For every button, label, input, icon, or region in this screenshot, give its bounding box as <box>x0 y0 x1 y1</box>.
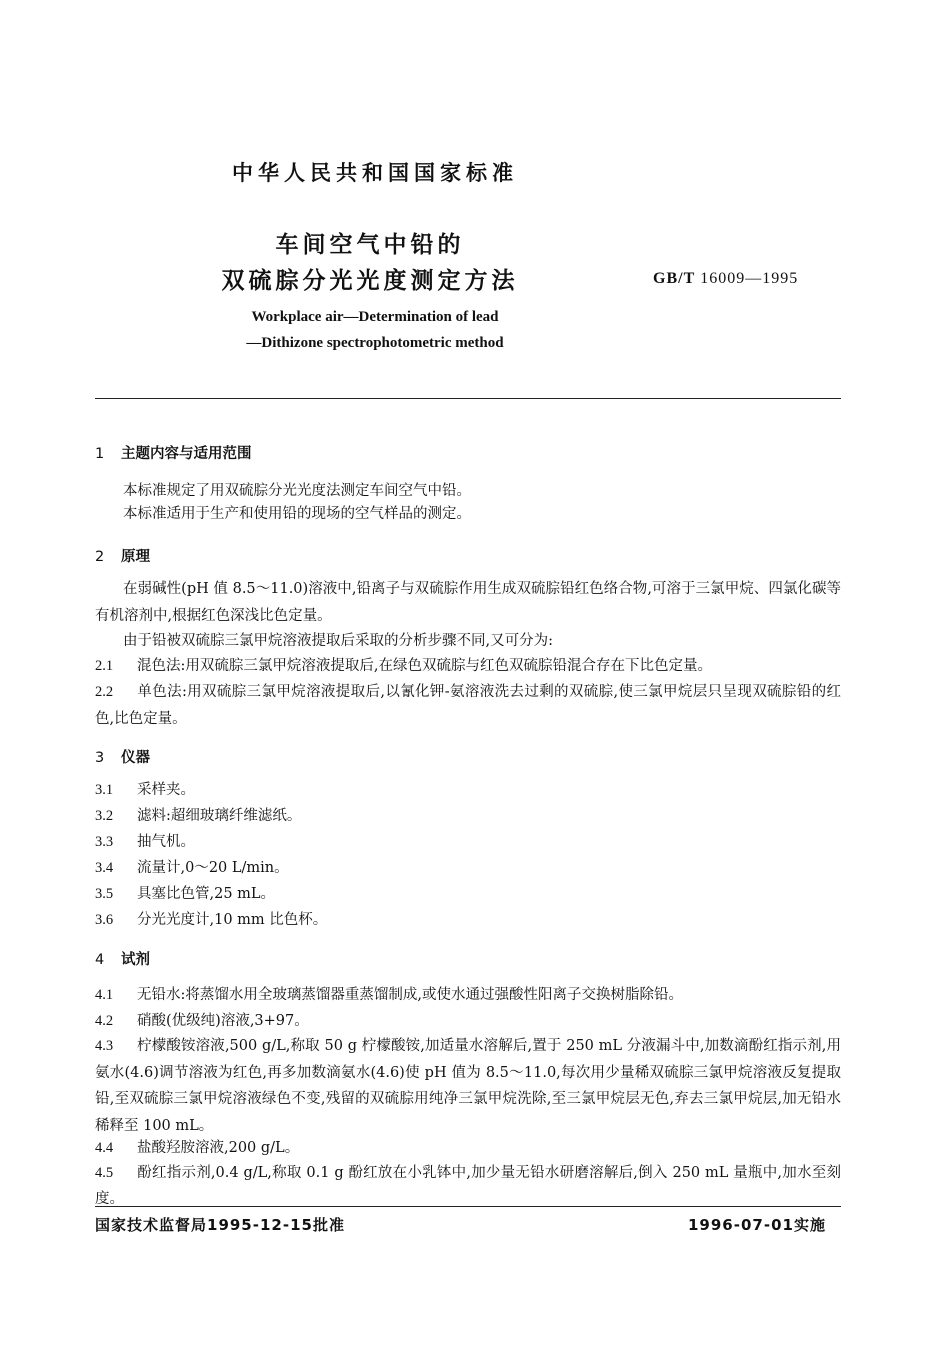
list-item: 4.5 酚红指示剂,0.4 g/L,称取 0.1 g 酚红放在小乳钵中,加少量无铅水研磨溶解后,倒入 250 mL 量瓶中,加水至刻度。 <box>95 1165 841 1207</box>
paragraph: 本标准适用于生产和使用铅的现场的空气样品的测定。 <box>123 506 471 522</box>
list-item: 4.1 无铅水:将蒸馏水用全玻璃蒸馏器重蒸馏制成,或使水通过强酸性阳离子交换树脂除铅。 <box>95 987 683 1003</box>
title-en-line2: —Dithizone spectrophotometric method <box>246 335 504 351</box>
section-heading: 1 主题内容与适用范围 <box>95 446 252 462</box>
implementation-date: 1996-07-01实施 <box>688 1216 826 1234</box>
section-heading: 4 试剂 <box>95 952 150 968</box>
list-item: 3.2 滤料:超细玻璃纤维滤纸。 <box>95 808 302 824</box>
standard-number <box>653 270 798 288</box>
list-item: 2.1 混色法:用双硫腙三氯甲烷溶液提取后,在绿色双硫腙与红色双硫腙铅混合存在下比色定量。 <box>95 658 712 674</box>
list-item: 4.2 硝酸(优级纯)溶液,3+97。 <box>95 1013 309 1029</box>
approval-date: 国家技术监督局1995-12-15批准 <box>95 1216 345 1234</box>
title-en-line1: Workplace air—Determination of lead <box>251 309 499 325</box>
list-item: 3.6 分光光度计,10 mm 比色杯。 <box>95 912 328 928</box>
paragraph: 由于铅被双硫腙三氯甲烷溶液提取后采取的分析步骤不同,又可分为: <box>123 633 553 649</box>
title-cn-line1: 车间空气中铅的 <box>275 232 465 258</box>
list-item: 4.4 盐酸羟胺溶液,200 g/L。 <box>95 1140 300 1156</box>
list-item: 3.1 采样夹。 <box>95 782 195 798</box>
standard-prefix: GB/T <box>653 270 696 287</box>
section-heading: 2 原理 <box>95 549 150 565</box>
paragraph: 在弱碱性(pH 值 8.5～11.0)溶液中,铅离子与双硫腙作用生成双硫腙铅红色络合物,可溶于三氯甲烷、四氯化碳等有机溶剂中,根据红色深浅比色定量。 <box>95 581 841 624</box>
list-item: 4.3 柠檬酸铵溶液,500 g/L,称取 50 g 柠檬酸铵,加适量水溶解后,置于 250 mL 分液漏斗中,加数滴酚红指示剂,用氨水(4.6)调节溶液为红色,再多加数滴氨水(4.6)使 pH 值为 8.5～11.0,每次用少量稀双硫腙三氯甲烷溶液反复提取铅,至双硫腙三氯甲烷溶液绿色不变,残留的双硫腙用纯净三氯甲烷洗除,至三氯甲烷层无色,弃去三氯甲烷层,加无铅水稀释至 100 mL。 <box>95 1038 841 1134</box>
list-item: 2.2 单色法:用双硫腙三氯甲烷溶液提取后,以氰化钾-氨溶液洗去过剩的双硫腙,使三氯甲烷层只呈现双硫腙铅的红色,比色定量。 <box>95 684 841 727</box>
standard-code: 16009—1995 <box>700 270 799 287</box>
national-standard-heading: 中华人民共和国国家标准 <box>232 161 518 185</box>
list-item: 3.4 流量计,0～20 L/min。 <box>95 860 289 876</box>
list-item: 3.3 抽气机。 <box>95 834 195 850</box>
list-item: 3.5 具塞比色管,25 mL。 <box>95 886 276 902</box>
footer-divider <box>95 1206 841 1207</box>
paragraph: 本标准规定了用双硫腙分光光度法测定车间空气中铅。 <box>123 483 471 499</box>
section-heading: 3 仪器 <box>95 750 150 766</box>
title-cn-line2: 双硫腙分光光度测定方法 <box>221 268 519 294</box>
header-divider <box>95 398 841 399</box>
